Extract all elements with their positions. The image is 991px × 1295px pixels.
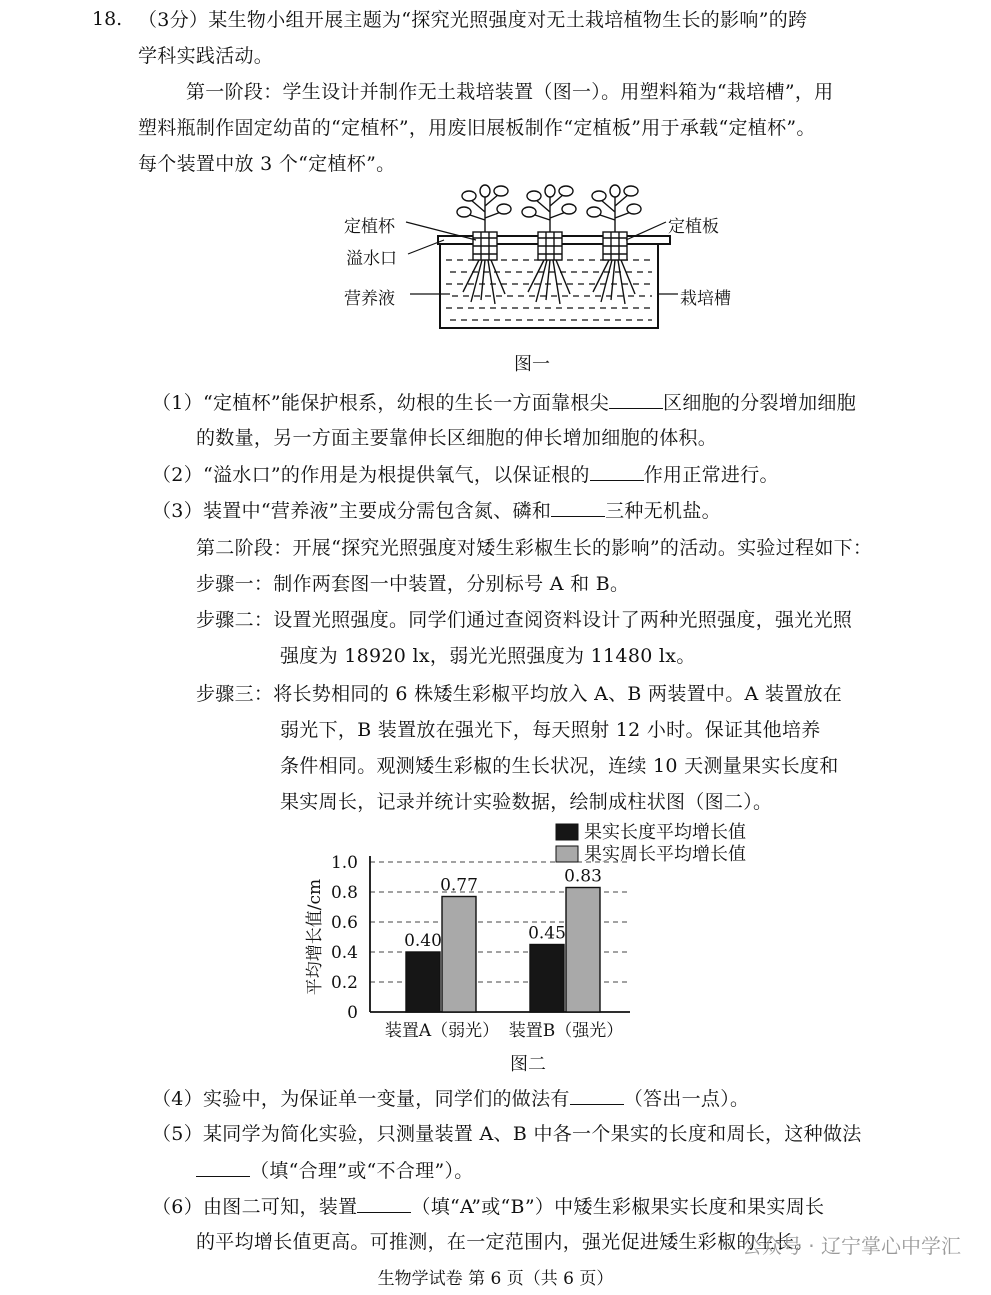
- question-stem-line2: 学科实践活动。: [138, 45, 274, 67]
- figure2-caption: 图二: [510, 1054, 546, 1075]
- hydroponic-device-figure: [340, 182, 740, 342]
- label-cup: 定植杯: [344, 217, 395, 237]
- q3-blank[interactable]: [551, 498, 605, 517]
- bar-chart: [290, 818, 810, 1048]
- y-tick-labels: [331, 853, 358, 1023]
- y-tick-label: 1.0: [330, 853, 358, 873]
- y-tick-label: 0.6: [330, 913, 358, 933]
- y-tick-label: 0: [347, 1003, 358, 1023]
- q6-blank[interactable]: [357, 1194, 411, 1213]
- y-tick-label: 0.2: [330, 973, 358, 993]
- data-label: 0.77: [440, 875, 478, 896]
- x-category-label: 装置B（强光）: [508, 1021, 624, 1041]
- label-board: 定植板: [668, 217, 719, 237]
- q5-line2: （填“合理”或“不合理”）。: [196, 1158, 474, 1183]
- q1-line2: 的数量，另一方面主要靠伸长区细胞的伸长增加细胞的体积。: [196, 427, 718, 449]
- y-axis-label: 平均增长值/cm: [305, 878, 325, 996]
- q4-line: （4）实验中，为保证单一变量，同学们的做法有 （答出一点）。: [152, 1088, 750, 1110]
- bar-circumference-B: [566, 888, 600, 1013]
- label-nutrient: 营养液: [344, 289, 395, 309]
- stage2-step3-line4: 果实周长，记录并统计实验数据，绘制成柱状图（图二）。: [280, 791, 773, 813]
- chart-legend: [556, 822, 746, 865]
- x-category-label: 装置A（弱光）: [384, 1021, 500, 1041]
- figure1-caption: 图一: [514, 354, 550, 375]
- q6-line2: 的平均增长值更高。可推测，在一定范围内，强光促进矮生彩椒的生长。: [196, 1231, 814, 1253]
- stage1-line2: 塑料瓶制作固定幼苗的“定植杯”，用废旧展板制作“定植板”用于承载“定植杯”。: [138, 117, 816, 139]
- data-label: 0.45: [528, 923, 566, 944]
- legend-swatch: [556, 846, 578, 862]
- legend-swatch: [556, 824, 578, 840]
- stage2-step2-line1: 步骤二：设置光照强度。同学们通过查阅资料设计了两种光照强度，强光光照: [196, 609, 853, 631]
- question-number: 18.: [92, 8, 123, 30]
- q1-blank[interactable]: [609, 390, 663, 409]
- bar-circumference-A: [442, 897, 476, 1013]
- q5-line1: （5）某同学为简化实验，只测量装置 A、B 中各一个果实的长度和周长，这种做法: [152, 1123, 862, 1145]
- y-tick-label: 0.4: [330, 943, 358, 963]
- bar-length-B: [530, 945, 564, 1013]
- stage2-step3-line1: 步骤三：将长势相同的 6 株矮生彩椒平均放入 A、B 两装置中。A 装置放在: [196, 683, 843, 705]
- q4-blank[interactable]: [570, 1086, 624, 1105]
- legend-label: 果实周长平均增长值: [584, 844, 746, 865]
- q2-line: （2）“溢水口”的作用是为根提供氧气，以保证根的 作用正常进行。: [152, 464, 779, 486]
- x-category-labels: [385, 1021, 623, 1041]
- data-label: 0.40: [404, 931, 442, 951]
- bar-length-A: [406, 952, 440, 1012]
- stage2-step3-line2: 弱光下，B 装置放在强光下，每天照射 12 小时。保证其他培养: [280, 719, 821, 741]
- legend-label: 果实长度平均增长值: [584, 822, 746, 843]
- q3-line: （3）装置中“营养液”主要成分需包含氮、磷和 三种无机盐。: [152, 500, 721, 522]
- q5-blank[interactable]: [196, 1158, 250, 1177]
- stage2-step1: 步骤一：制作两套图一中装置，分别标号 A 和 B。: [196, 573, 630, 595]
- label-overflow: 溢水口: [346, 249, 397, 269]
- stage2-intro: 第二阶段：开展“探究光照强度对矮生彩椒生长的影响”的活动。实验过程如下：: [196, 537, 873, 559]
- page-footer: 生物学试卷 第 6 页（共 6 页）: [377, 1269, 614, 1289]
- q1-line1: （1）“定植杯”能保护根系，幼根的生长一方面靠根尖 区细胞的分裂增加细胞: [152, 392, 857, 414]
- stage1-line1: 第一阶段：学生设计并制作无土栽培装置（图一）。用塑料箱为“栽培槽”，用: [186, 81, 834, 103]
- q6-line1: （6）由图二可知，装置 （填“A”或“B”）中矮生彩椒果实长度和果实周长: [152, 1196, 825, 1218]
- label-tank: 栽培槽: [680, 289, 731, 309]
- data-label: 0.83: [564, 866, 602, 887]
- watermark: 公众号 · 辽宁掌心中学汇: [741, 1234, 961, 1258]
- stage2-step2-line2: 强度为 18920 lx，弱光光照强度为 11480 lx。: [280, 645, 696, 667]
- q2-blank[interactable]: [590, 462, 644, 481]
- question-stem-line1: （3分）某生物小组开展主题为“探究光照强度对无土栽培植物生长的影响”的跨: [138, 9, 808, 31]
- y-tick-label: 0.8: [330, 883, 358, 903]
- stage1-line3: 每个装置中放 3 个“定植杯”。: [138, 153, 396, 175]
- stage2-step3-line3: 条件相同。观测矮生彩椒的生长状况，连续 10 天测量果实长度和: [280, 755, 839, 777]
